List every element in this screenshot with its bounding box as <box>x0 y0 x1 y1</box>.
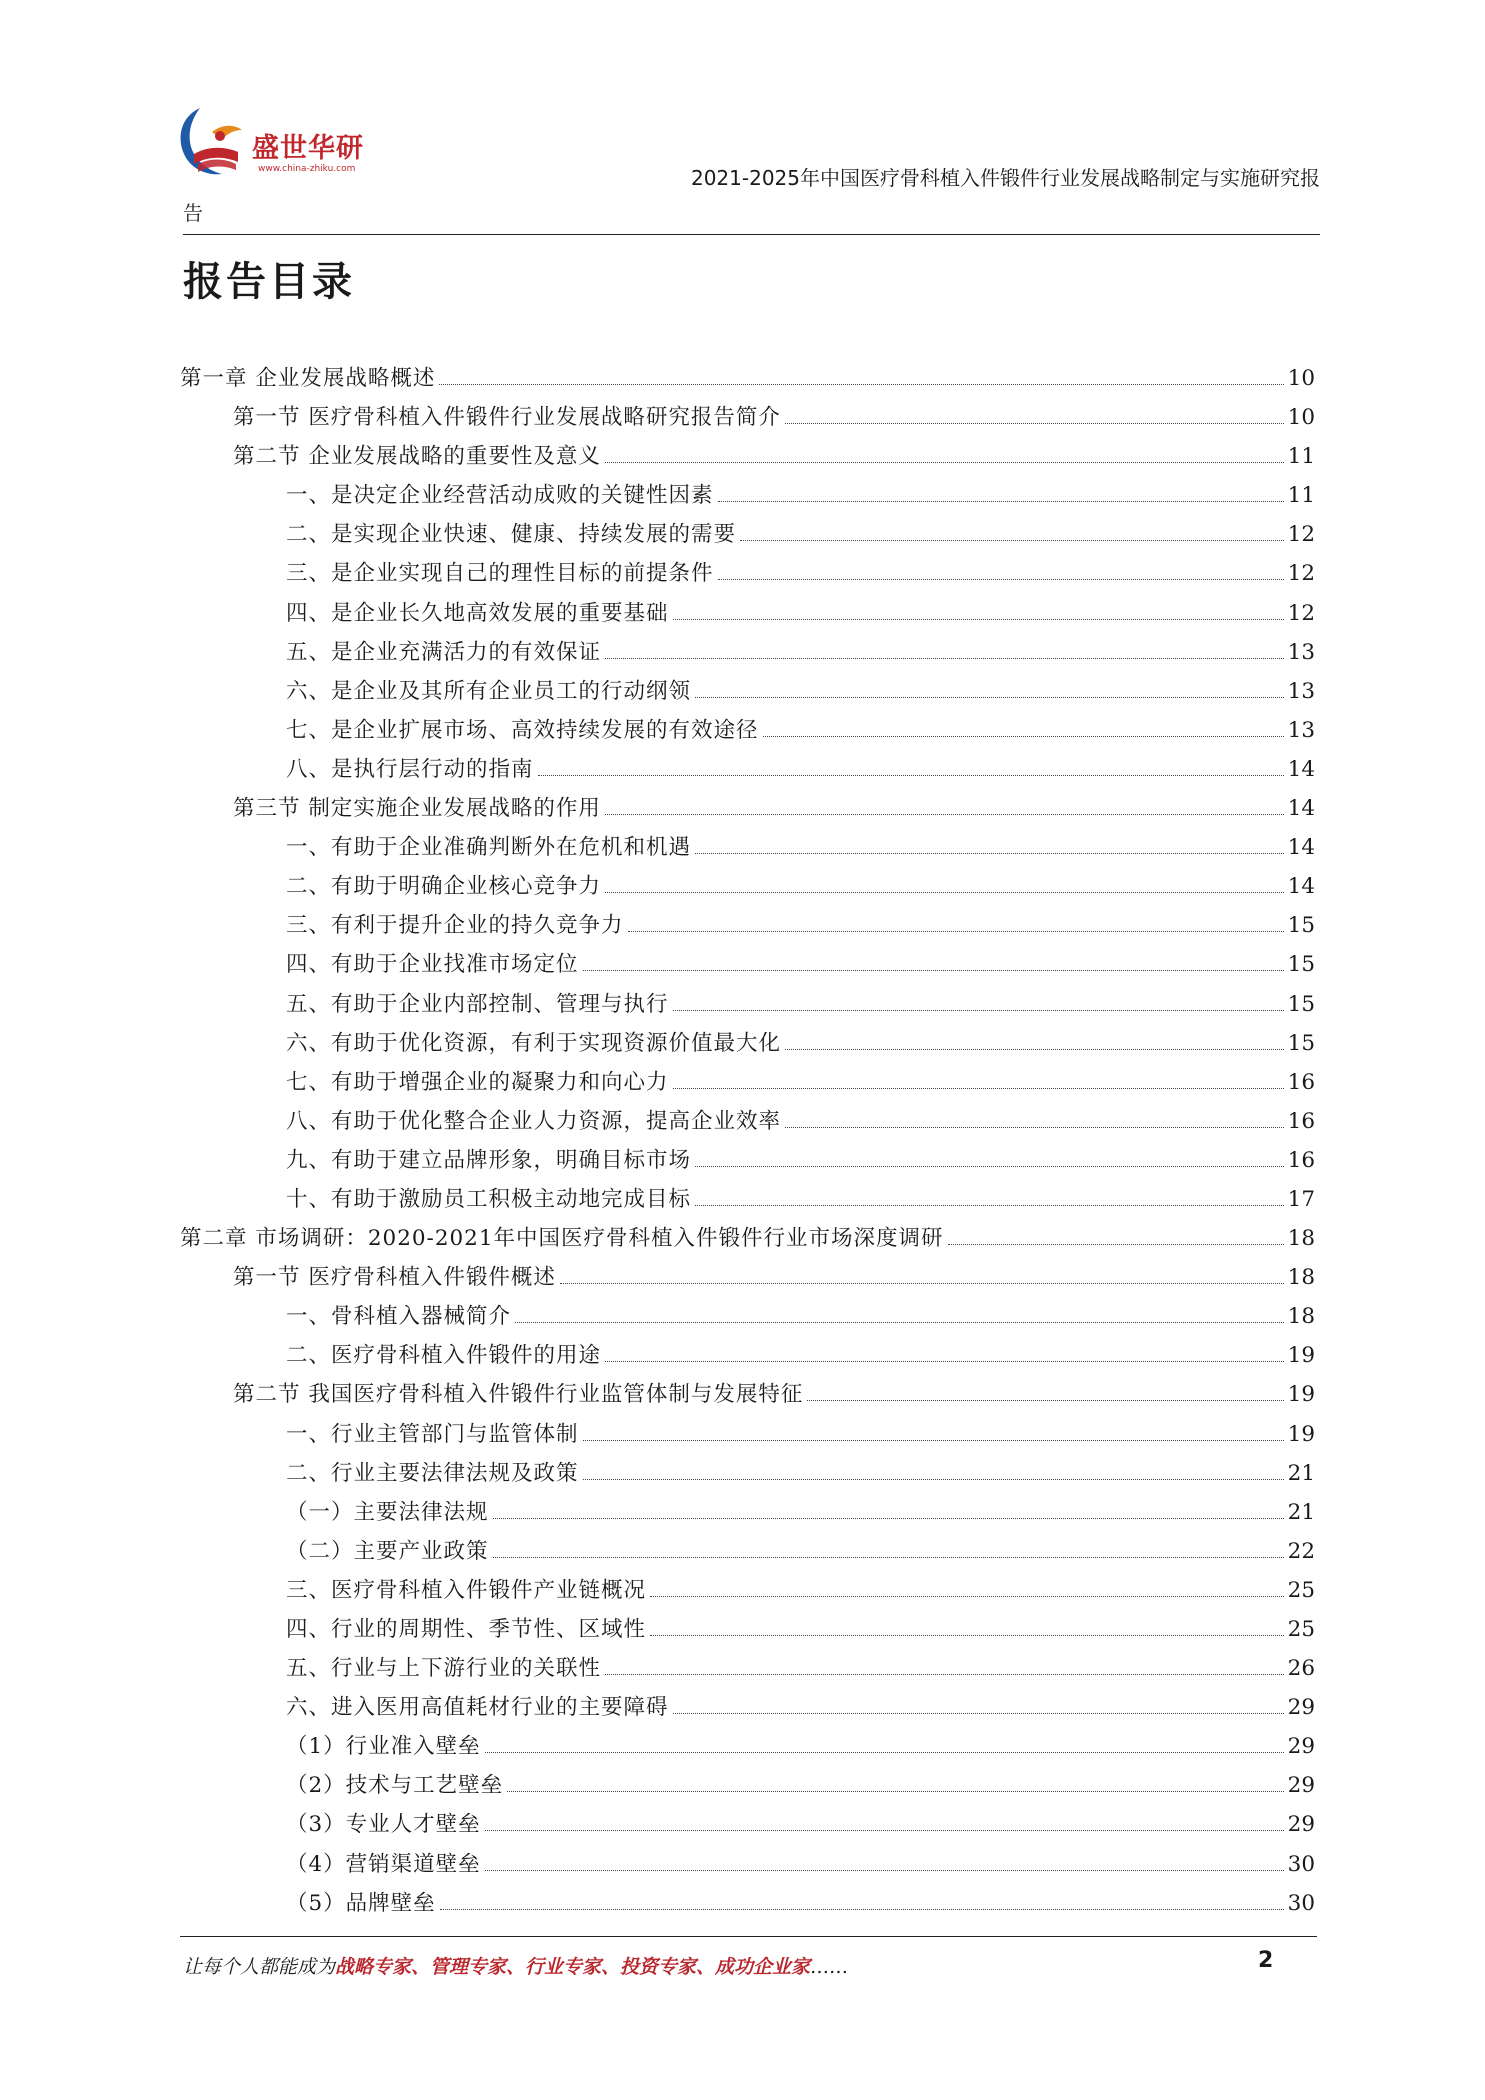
header-divider <box>183 234 1320 235</box>
toc-entry-title: 六、是企业及其所有企业员工的行动纲领 <box>286 678 692 704</box>
toc-entry[interactable] <box>180 1612 1315 1651</box>
toc-leader-dots <box>605 658 1284 659</box>
toc-entry[interactable] <box>180 1768 1315 1807</box>
toc-leader-dots <box>583 1440 1284 1441</box>
toc-entry-title: 第三节 制定实施企业发展战略的作用 <box>233 796 601 822</box>
toc-entry[interactable] <box>180 478 1315 517</box>
toc-leader-dots <box>507 1791 1283 1792</box>
page-title: 报告目录 <box>183 259 355 305</box>
toc-entry[interactable] <box>180 1690 1315 1729</box>
toc-entry[interactable] <box>180 517 1315 556</box>
toc-entry[interactable] <box>180 791 1315 830</box>
toc-entry-title: 第一章 企业发展战略概述 <box>180 366 436 391</box>
page-number: 2 <box>1258 1948 1274 1973</box>
toc-leader-dots <box>440 1909 1284 1910</box>
toc-entry[interactable] <box>180 1065 1315 1104</box>
toc-entry-title: 六、进入医用高值耗材行业的主要障碍 <box>286 1695 669 1721</box>
toc-leader-dots <box>673 619 1284 620</box>
toc-entry-title: （一）主要法律法规 <box>286 1499 489 1525</box>
toc-entry-title: 三、是企业实现自己的理性目标的前提条件 <box>286 561 714 587</box>
toc-leader-dots <box>695 853 1284 854</box>
footer-slogan-highlight: 战略专家、管理专家、行业专家、投资专家、成功企业家 <box>335 1956 811 1978</box>
toc-entry[interactable] <box>180 869 1315 908</box>
toc-leader-dots <box>583 1479 1284 1480</box>
toc-leader-dots <box>439 384 1283 385</box>
toc-entry[interactable] <box>180 752 1315 791</box>
toc-leader-dots <box>695 1205 1284 1206</box>
toc-entry[interactable] <box>180 1417 1315 1456</box>
toc-entry-page: 10 <box>1287 405 1315 431</box>
toc-leader-dots <box>485 1870 1284 1871</box>
toc-entry-title: 六、有助于优化资源，有利于实现资源价值最大化 <box>286 1030 782 1056</box>
toc-entry-page: 11 <box>1287 444 1315 470</box>
toc-entry-page: 19 <box>1287 1421 1315 1447</box>
toc-entry-page: 30 <box>1287 1890 1315 1916</box>
toc-entry-page: 25 <box>1287 1577 1315 1603</box>
toc-leader-dots <box>763 736 1284 737</box>
toc-entry-page: 16 <box>1287 1147 1315 1173</box>
toc-entry[interactable] <box>180 1456 1315 1495</box>
toc-entry[interactable] <box>180 1143 1315 1182</box>
toc-entry-page: 21 <box>1287 1499 1315 1525</box>
toc-entry[interactable] <box>180 400 1315 439</box>
toc-entry-title: 八、是执行层行动的指南 <box>286 756 534 782</box>
table-of-contents <box>180 361 1315 1925</box>
toc-entry-page: 30 <box>1287 1851 1315 1877</box>
toc-entry-title: 四、行业的周期性、季节性、区域性 <box>286 1617 647 1642</box>
toc-entry[interactable] <box>180 674 1315 713</box>
toc-entry[interactable] <box>180 1377 1315 1416</box>
toc-entry-page: 15 <box>1287 991 1315 1017</box>
toc-entry-title: 第一节 医疗骨科植入件锻件行业发展战略研究报告简介 <box>233 405 781 431</box>
toc-leader-dots <box>485 1830 1284 1831</box>
toc-entry-title: 五、是企业充满活力的有效保证 <box>286 639 602 665</box>
toc-entry-title: 第一节 医疗骨科植入件锻件概述 <box>233 1265 556 1291</box>
toc-entry-page: 15 <box>1287 913 1315 939</box>
toc-entry-page: 17 <box>1287 1186 1315 1212</box>
toc-entry-page: 18 <box>1287 1265 1315 1291</box>
toc-entry-title: 第二节 企业发展战略的重要性及意义 <box>233 444 601 470</box>
toc-entry-title: 一、骨科植入器械简介 <box>286 1304 512 1330</box>
toc-leader-dots <box>605 1361 1284 1362</box>
logo-emblem-icon <box>172 102 252 184</box>
toc-entry[interactable] <box>180 1299 1315 1338</box>
toc-leader-dots <box>515 1322 1284 1323</box>
toc-entry[interactable] <box>180 1495 1315 1534</box>
toc-leader-dots <box>673 1010 1284 1011</box>
toc-entry-page: 21 <box>1287 1460 1315 1486</box>
toc-entry[interactable] <box>180 1573 1315 1612</box>
toc-entry-title: 二、是实现企业快速、健康、持续发展的需要 <box>286 522 737 548</box>
company-logo <box>172 102 412 184</box>
toc-leader-dots <box>628 931 1284 932</box>
toc-entry[interactable] <box>180 596 1315 635</box>
toc-entry-title: 第二节 我国医疗骨科植入件锻件行业监管体制与发展特征 <box>233 1382 804 1408</box>
toc-entry[interactable] <box>180 1104 1315 1143</box>
toc-leader-dots <box>583 970 1284 971</box>
toc-entry[interactable] <box>180 947 1315 986</box>
toc-entry-title: （5）品牌壁垒 <box>286 1890 436 1916</box>
toc-entry-page: 22 <box>1287 1538 1315 1564</box>
toc-entry[interactable] <box>180 1729 1315 1768</box>
toc-entry-title: 第二章 市场调研：2020-2021年中国医疗骨科植入件锻件行业市场深度调研 <box>180 1226 944 1252</box>
logo-url: www.china-zhiku.com <box>258 164 356 174</box>
toc-entry[interactable] <box>180 1807 1315 1846</box>
toc-leader-dots <box>673 1088 1284 1089</box>
logo-name: 盛世华研 <box>252 133 364 164</box>
toc-entry-title: 一、有助于企业准确判断外在危机和机遇 <box>286 835 692 861</box>
toc-leader-dots <box>673 1713 1284 1714</box>
toc-entry[interactable] <box>180 713 1315 752</box>
toc-entry-title: 二、行业主要法律法规及政策 <box>286 1460 579 1486</box>
toc-entry-page: 16 <box>1287 1108 1315 1134</box>
toc-entry-page: 13 <box>1287 717 1315 743</box>
toc-leader-dots <box>948 1244 1284 1245</box>
toc-leader-dots <box>695 1166 1284 1167</box>
toc-entry-page: 10 <box>1287 366 1315 391</box>
toc-entry-title: 五、行业与上下游行业的关联性 <box>286 1656 602 1682</box>
toc-entry[interactable] <box>180 635 1315 674</box>
toc-leader-dots <box>785 1127 1284 1128</box>
toc-leader-dots <box>493 1518 1284 1519</box>
toc-entry-page: 19 <box>1287 1343 1315 1369</box>
toc-leader-dots <box>605 1674 1284 1675</box>
toc-entry[interactable] <box>180 1651 1315 1690</box>
toc-leader-dots <box>740 540 1284 541</box>
toc-leader-dots <box>605 462 1284 463</box>
toc-entry-page: 13 <box>1287 639 1315 665</box>
toc-entry-page: 29 <box>1287 1773 1315 1799</box>
toc-entry-page: 12 <box>1287 600 1315 626</box>
toc-leader-dots <box>718 501 1284 502</box>
toc-entry-page: 18 <box>1287 1226 1315 1252</box>
toc-entry-title: 五、有助于企业内部控制、管理与执行 <box>286 991 669 1017</box>
document-header-title-wrap: 告 <box>183 201 203 225</box>
toc-entry[interactable] <box>180 1534 1315 1573</box>
toc-entry-title: 一、行业主管部门与监管体制 <box>286 1421 579 1447</box>
toc-entry[interactable] <box>180 1221 1315 1260</box>
toc-entry-page: 18 <box>1287 1304 1315 1330</box>
toc-entry-title: 七、是企业扩展市场、高效持续发展的有效途径 <box>286 717 759 743</box>
toc-entry[interactable] <box>180 830 1315 869</box>
toc-entry[interactable] <box>180 1847 1315 1886</box>
footer-divider <box>180 1936 1317 1937</box>
toc-leader-dots <box>650 1596 1284 1597</box>
footer-slogan-prefix: 让每个人都能成为 <box>183 1956 336 1978</box>
toc-entry-title: 三、有利于提升企业的持久竞争力 <box>286 913 624 939</box>
toc-entry-page: 12 <box>1287 522 1315 548</box>
toc-leader-dots <box>485 1752 1284 1753</box>
toc-entry-page: 11 <box>1287 483 1315 509</box>
toc-entry-title: （4）营销渠道壁垒 <box>286 1851 481 1877</box>
toc-entry-title: 一、是决定企业经营活动成败的关键性因素 <box>286 483 714 509</box>
toc-entry-page: 25 <box>1287 1617 1315 1642</box>
toc-entry-page: 26 <box>1287 1656 1315 1682</box>
toc-leader-dots <box>785 1049 1284 1050</box>
toc-entry-title: 九、有助于建立品牌形象，明确目标市场 <box>286 1147 692 1173</box>
toc-entry[interactable] <box>180 908 1315 947</box>
toc-leader-dots <box>785 423 1284 424</box>
toc-entry-title: 二、有助于明确企业核心竞争力 <box>286 874 602 900</box>
toc-entry-page: 14 <box>1287 874 1315 900</box>
toc-entry[interactable] <box>180 1260 1315 1299</box>
toc-entry[interactable] <box>180 361 1315 400</box>
toc-entry-page: 16 <box>1287 1069 1315 1095</box>
toc-entry-title: 八、有助于优化整合企业人力资源，提高企业效率 <box>286 1108 782 1134</box>
toc-entry-title: 四、是企业长久地高效发展的重要基础 <box>286 600 669 626</box>
toc-entry[interactable] <box>180 987 1315 1026</box>
toc-entry[interactable] <box>180 1026 1315 1065</box>
toc-leader-dots <box>538 775 1284 776</box>
toc-entry-page: 15 <box>1287 1030 1315 1056</box>
toc-leader-dots <box>807 1400 1283 1401</box>
toc-leader-dots <box>493 1557 1284 1558</box>
toc-entry-title: 七、有助于增强企业的凝聚力和向心力 <box>286 1069 669 1095</box>
toc-entry-page: 15 <box>1287 952 1315 978</box>
toc-entry-title: 十、有助于激励员工积极主动地完成目标 <box>286 1186 692 1212</box>
toc-entry-page: 19 <box>1287 1382 1315 1408</box>
toc-entry-page: 29 <box>1287 1734 1315 1760</box>
toc-leader-dots <box>560 1283 1284 1284</box>
toc-entry-title: （1）行业准入壁垒 <box>286 1734 481 1760</box>
toc-entry-title: （2）技术与工艺壁垒 <box>286 1773 504 1799</box>
toc-entry-title: 三、医疗骨科植入件锻件产业链概况 <box>286 1577 647 1603</box>
toc-entry[interactable] <box>180 1182 1315 1221</box>
toc-leader-dots <box>650 1635 1284 1636</box>
toc-leader-dots <box>605 814 1284 815</box>
toc-entry-page: 29 <box>1287 1695 1315 1721</box>
toc-leader-dots <box>718 579 1284 580</box>
document-header-title: 2021-2025年中国医疗骨科植入件锻件行业发展战略制定与实施研究报 <box>690 166 1320 190</box>
footer-slogan <box>183 1952 848 1979</box>
toc-leader-dots <box>605 892 1284 893</box>
toc-entry[interactable] <box>180 556 1315 595</box>
toc-entry-title: （二）主要产业政策 <box>286 1538 489 1564</box>
toc-entry-page: 14 <box>1287 756 1315 782</box>
toc-entry[interactable] <box>180 439 1315 478</box>
toc-entry-title: 四、有助于企业找准市场定位 <box>286 952 579 978</box>
toc-entry[interactable] <box>180 1886 1315 1925</box>
toc-entry-page: 14 <box>1287 835 1315 861</box>
toc-entry-page: 29 <box>1287 1812 1315 1838</box>
toc-entry-page: 13 <box>1287 678 1315 704</box>
toc-entry-page: 12 <box>1287 561 1315 587</box>
toc-entry[interactable] <box>180 1338 1315 1377</box>
toc-entry-page: 14 <box>1287 796 1315 822</box>
toc-leader-dots <box>695 697 1284 698</box>
toc-entry-title: 二、医疗骨科植入件锻件的用途 <box>286 1343 602 1369</box>
footer-slogan-suffix: …… <box>810 1956 849 1978</box>
toc-entry-title: （3）专业人才壁垒 <box>286 1812 481 1838</box>
